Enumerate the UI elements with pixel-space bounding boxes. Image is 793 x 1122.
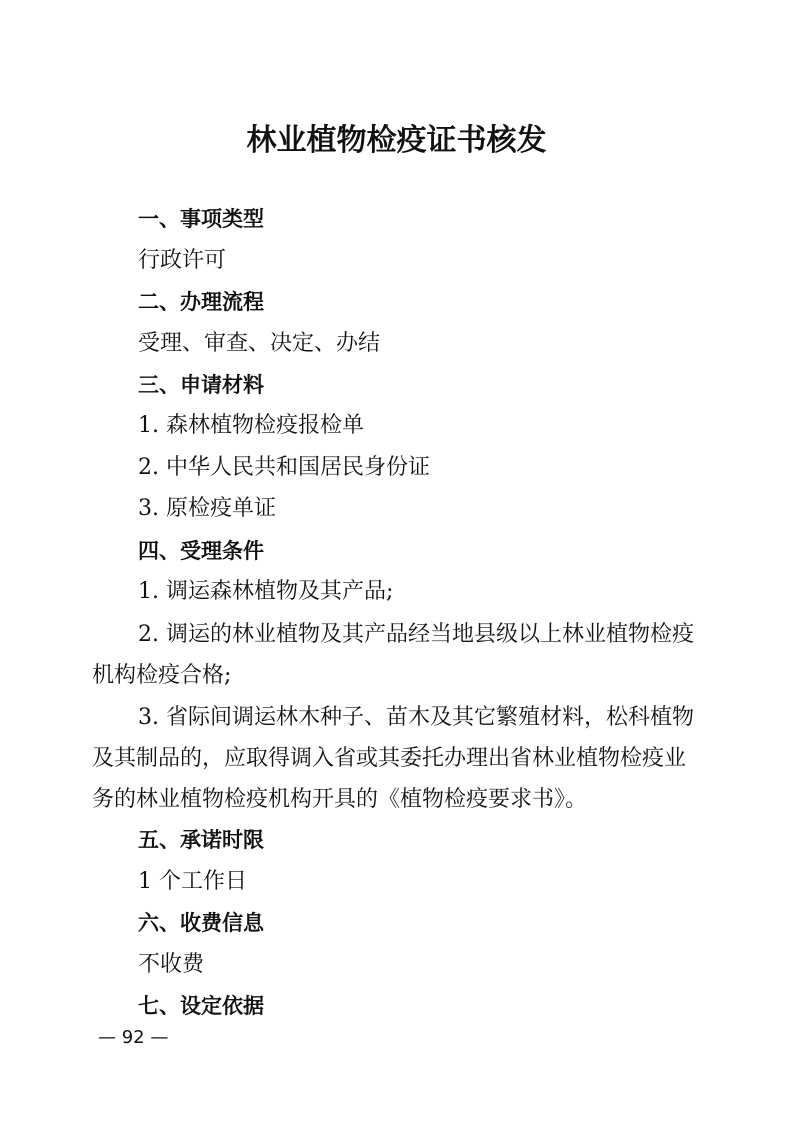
page-number: — 92 — [98, 1027, 169, 1048]
section-content-item-type: 行政许可 [138, 248, 227, 273]
document-title: 林业植物检疫证书核发 [246, 123, 547, 158]
section-heading-process: 二、办理流程 [138, 290, 264, 314]
material-item: 2. 中华人民共和国居民身份证 [138, 455, 430, 480]
condition-item: 3. 省际间调运林木种子、苗木及其它繁殖材料，松科植物及其制品的，应取得调入省或其委托办理出省林业植物检疫业务的林业植物检疫机构开具的《植物检疫要求书》。 [92, 705, 694, 812]
section-heading-materials: 三、申请材料 [138, 373, 264, 397]
condition-item: 2. 调运的林业植物及其产品经当地县级以上林业植物检疫机构检疫合格; [92, 622, 694, 688]
material-item: 1. 森林植物检疫报检单 [138, 413, 364, 438]
section-heading-conditions: 四、受理条件 [138, 539, 264, 563]
section-heading-time-limit: 五、承诺时限 [138, 828, 264, 852]
section-heading-basis: 七、设定依据 [138, 994, 264, 1018]
section-content-time-limit: 1 个工作日 [138, 869, 247, 894]
section-content-process: 受理、审查、决定、办结 [138, 331, 381, 356]
section-heading-fees: 六、收费信息 [138, 911, 264, 935]
material-item: 3. 原检疫单证 [138, 496, 276, 521]
section-content-fees: 不收费 [138, 952, 205, 977]
condition-item: 1. 调运森林植物及其产品; [138, 579, 394, 604]
section-heading-item-type: 一、事项类型 [138, 207, 264, 231]
